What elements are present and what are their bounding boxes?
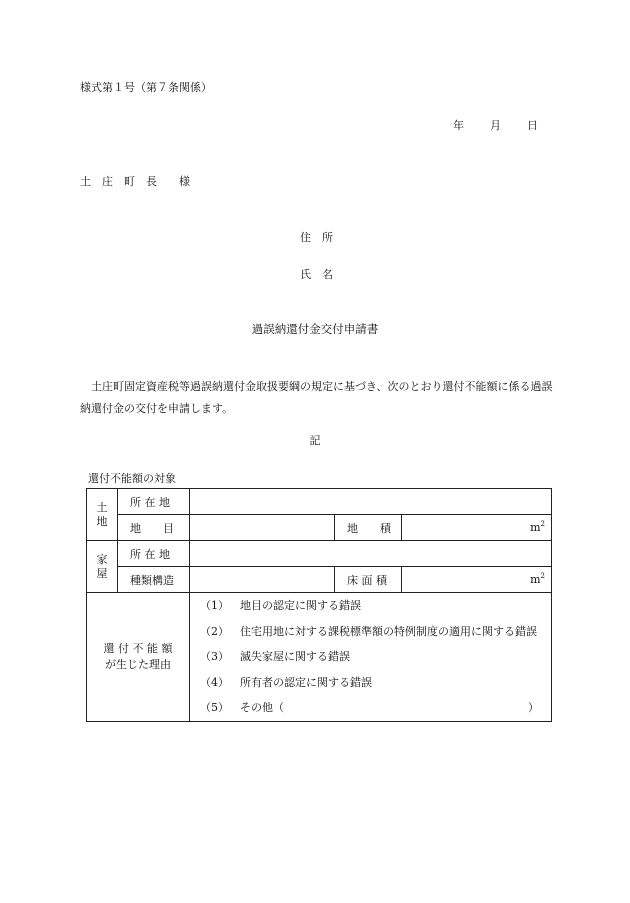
date-line: [453, 119, 538, 133]
land-category-row: [87, 515, 552, 541]
floor-area-field[interactable]: $m^2$: [402, 567, 552, 593]
land-area-unit: m: [530, 521, 541, 534]
reason-header: 還 付 不 能 額 が生じた理由: [87, 593, 190, 722]
date-year: 年: [453, 119, 464, 132]
body-text: 土庄町固定資産税等過誤納還付金取扱要綱の規定に基づき、次のとおり還付不能額に係る過誤納還付金の交付を申請します。: [80, 380, 553, 415]
reason-other-close: ）: [528, 701, 539, 715]
house-structure-row: [87, 567, 552, 593]
document-title: 過誤納還付金交付申請書: [251, 322, 379, 336]
house-location-label: 所 在 地: [118, 541, 190, 567]
reason-item-other[interactable]: （5） その他（ ）: [190, 695, 551, 721]
land-area-label: 地 積: [335, 515, 402, 541]
reason-row: [87, 593, 552, 722]
ki-heading: 記: [309, 434, 321, 447]
reason-list: [190, 593, 552, 722]
floor-area-label: 床 面 積: [335, 567, 402, 593]
reason-item[interactable]: （2） 住宅用地に対する課税標準額の特例制度の適用に関する錯誤: [200, 624, 537, 638]
house-location-field[interactable]: [190, 541, 552, 567]
reason-item[interactable]: （4） 所有者の認定に関する錯誤: [200, 675, 372, 689]
addressee: 土 庄 町 長 様: [80, 175, 190, 188]
floor-area-unit: m: [530, 573, 541, 586]
house-structure-field[interactable]: [190, 567, 335, 593]
date-day: 日: [527, 119, 538, 132]
land-location-row: [87, 489, 552, 515]
land-category-field[interactable]: [190, 515, 335, 541]
land-category-label: 地 目: [118, 515, 190, 541]
land-location-field[interactable]: [190, 489, 552, 515]
land-label: 土 地: [87, 489, 118, 541]
reason-item[interactable]: （1） 地目の認定に関する錯誤: [200, 599, 361, 612]
table-caption: 還付不能額の対象: [88, 472, 176, 485]
applicant-address-label: 住 所: [300, 231, 333, 244]
land-area-field[interactable]: $m^2$: [402, 515, 552, 541]
reason-item[interactable]: （3） 滅失家屋に関する錯誤: [200, 650, 350, 664]
applicant-name-label: 氏 名: [300, 268, 333, 281]
land-location-label: 所 在 地: [118, 489, 190, 515]
date-month: 月: [490, 119, 501, 132]
house-structure-label: 種類構造: [118, 567, 190, 593]
form-number: 様式第１号（第７条関係）: [80, 81, 212, 94]
house-label: 家 屋: [87, 541, 118, 593]
application-table: [86, 488, 552, 722]
house-location-row: [87, 541, 552, 567]
